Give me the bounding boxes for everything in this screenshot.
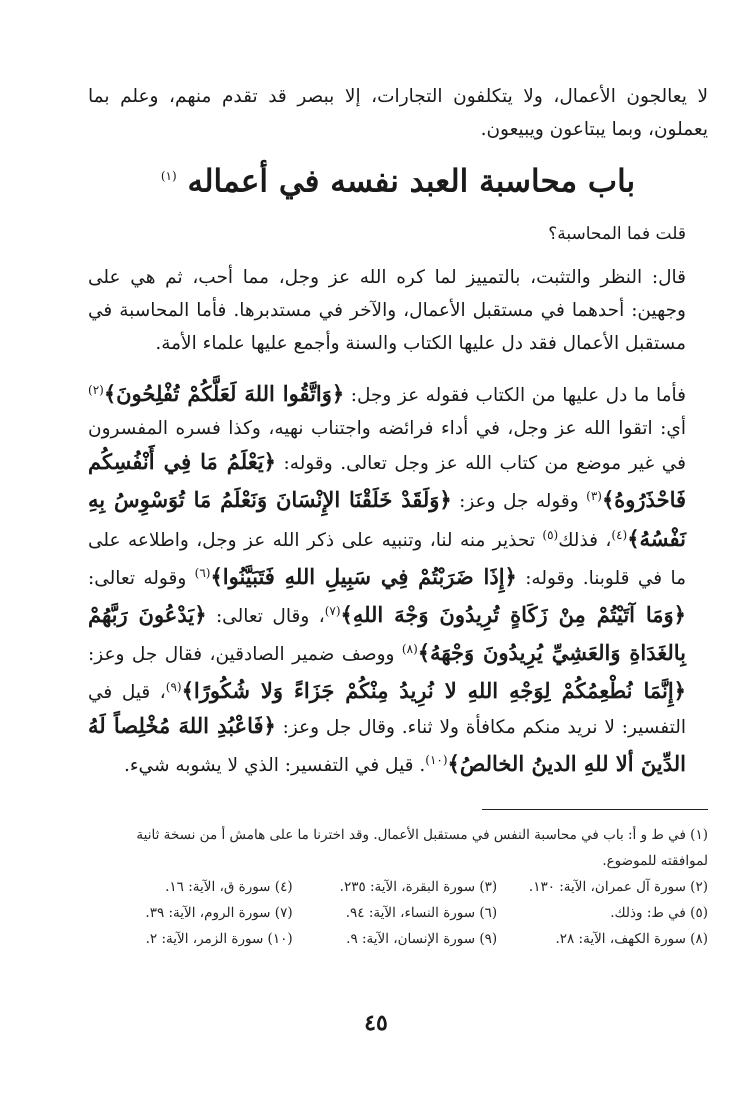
evidence-text-1: فأما ما دل عليها من الكتاب فقوله عز وجل: bbox=[344, 385, 686, 407]
book-page bbox=[88, 80, 708, 952]
quran-verse-1: ﴿وَاتَّقُوا اللهَ لَعَلَّكُمْ تُفْلِحُونَ﴾ bbox=[103, 381, 345, 407]
chapter-title: باب محاسبة العبد نفسه في أعماله bbox=[187, 163, 636, 200]
footnote-8: (٨) سورة الكهف، الآية: ٢٨. bbox=[555, 930, 708, 947]
evidence-text-6: وقوله تعالى: bbox=[88, 567, 195, 589]
quran-verse-4: ﴿إِذَا ضَرَبْتُمْ فِي سَبِيلِ اللهِ فَتَبَيَّنُوا﴾ bbox=[210, 563, 517, 589]
chapter-heading bbox=[88, 156, 708, 201]
quran-verse-5: ﴿وَمَا آتَيْتُمْ مِنْ زَكَاةٍ تُرِيدُونَ وَجْهَ اللهِ﴾ bbox=[340, 602, 686, 628]
footnote-10: (١٠) سورة الزمر، الآية: ٢. bbox=[145, 930, 293, 947]
quran-verse-3: ﴿وَلَقَدْ خَلَقْنَا الإِنْسَانَ وَنَعْلَمُ مَا تُوَسْوِسُ بِهِ نَفْسُهُ﴾ bbox=[88, 487, 686, 551]
chapter-footnote-ref: (١) bbox=[160, 169, 177, 183]
footnote-row-2 bbox=[88, 874, 708, 900]
footnote-ref-4: (٤) bbox=[611, 527, 628, 542]
footnote-ref-8: (٨) bbox=[401, 642, 418, 657]
footnote-9: (٩) سورة الإنسان، الآية: ٩. bbox=[346, 930, 498, 947]
footnote-ref-7: (٧) bbox=[324, 603, 341, 618]
evidence-paragraph bbox=[88, 374, 708, 782]
footnotes-section bbox=[88, 822, 708, 952]
evidence-text-8: ووصف ضمير الصادقين، فقال جل وعز: bbox=[88, 644, 402, 666]
footnote-ref-5: (٥) bbox=[542, 527, 559, 542]
evidence-text-5: تحذير منه لنا، وتنبيه على ذكر الله عز وجل، واطلاعه على ما في قلوبنا. وقوله: bbox=[88, 529, 686, 589]
footnote-5: (٥) في ط: وذلك. bbox=[610, 904, 708, 921]
footnote-ref-6: (٦) bbox=[194, 565, 211, 580]
page-number: ٤٥ bbox=[364, 1010, 388, 1036]
paragraph-gap bbox=[88, 360, 708, 374]
footnote-3: (٣) سورة البقرة، الآية: ٢٣٥. bbox=[339, 878, 498, 895]
quran-verse-2: ﴿يَعْلَمُ مَا فِي أَنْفُسِكُم فَاحْذَرُوهُ﴾ bbox=[88, 449, 686, 513]
footnote-ref-3: (٣) bbox=[586, 489, 602, 504]
footnote-2: (٢) سورة آل عمران، الآية: ١٣٠. bbox=[528, 878, 708, 895]
footnote-6: (٦) سورة النساء، الآية: ٩٤. bbox=[345, 904, 498, 921]
footnote-row-4 bbox=[88, 926, 708, 952]
footnote-divider bbox=[482, 809, 708, 810]
footnote-4: (٤) سورة ق، الآية: ١٦. bbox=[165, 878, 293, 895]
footnote-1: (١) في ط و أ: باب في محاسبة النفس في مستقبل الأعمال. وقد اخترنا ما على هامش أ من نسخة ثانية لموافقته للموضوع. bbox=[136, 826, 708, 869]
evidence-text-4: ، فذلك bbox=[558, 529, 612, 551]
evidence-text-2: أي: اتقوا الله عز وجل، في أداء فرائضه واجتناب نهيه، وكذا فسره المفسرون في غير موضع من كتاب الله عز وجل تعالى. وقوله: bbox=[88, 418, 686, 475]
quran-verse-7: ﴿إِنَّمَا نُطْعِمُكُمْ لِوَجْهِ اللهِ لا نُرِيدُ مِنْكُمْ جَزَاءً وَلا شُكُورًا﴾ bbox=[181, 678, 686, 704]
quran-verse-6: ﴿يَدْعُونَ رَبَّهُمْ بِالغَدَاةِ وَالعَشِيِّ يُرِيدُونَ وَجْهَهُ﴾ bbox=[88, 602, 686, 666]
evidence-text-9: ، قيل في التفسير: لا نريد منكم مكافأة ولا ثناء. وقال جل وعز: bbox=[88, 682, 686, 739]
answer-paragraph: قال: النظر والتثبت، بالتمييز لما كره الله عز وجل، مما أحب، ثم هي على وجهين: أحدهما في مستقبل الأعمال، والآخر في مستدبرها. فأما المحاسبة في مستقبل الأعمال فقد دل عليها الكتاب والسنة وأجمع عليها علماء الأمة. bbox=[88, 267, 686, 355]
intro-paragraph: لا يعالجون الأعمال، ولا يتكلفون التجارات، إلا ببصر قد تقدم منهم، وعلم بما يعملون، وبما يبتاعون ويبيعون. bbox=[88, 86, 708, 140]
evidence-text-7: ، وقال تعالى: bbox=[206, 606, 325, 628]
evidence-text-3: وقوله جل وعز: bbox=[451, 491, 587, 513]
footnote-ref-9: (٩) bbox=[165, 680, 182, 695]
evidence-text-10: . قيل في التفسير: الذي لا يشوبه شيء. bbox=[123, 755, 426, 777]
quran-verse-8: ﴿فَاعْبُدِ اللهَ مُخْلِصاً لَهُ الدِّينَ ألا للهِ الدينُ الخالصُ﴾ bbox=[88, 713, 686, 777]
footnote-row-3 bbox=[88, 900, 708, 926]
question-line: قلت فما المحاسبة؟ bbox=[548, 224, 686, 245]
footnote-ref-2: (٢) bbox=[88, 383, 104, 398]
footnote-7: (٧) سورة الروم، الآية: ٣٩. bbox=[145, 904, 293, 921]
footnote-ref-10: (١٠) bbox=[425, 753, 448, 768]
